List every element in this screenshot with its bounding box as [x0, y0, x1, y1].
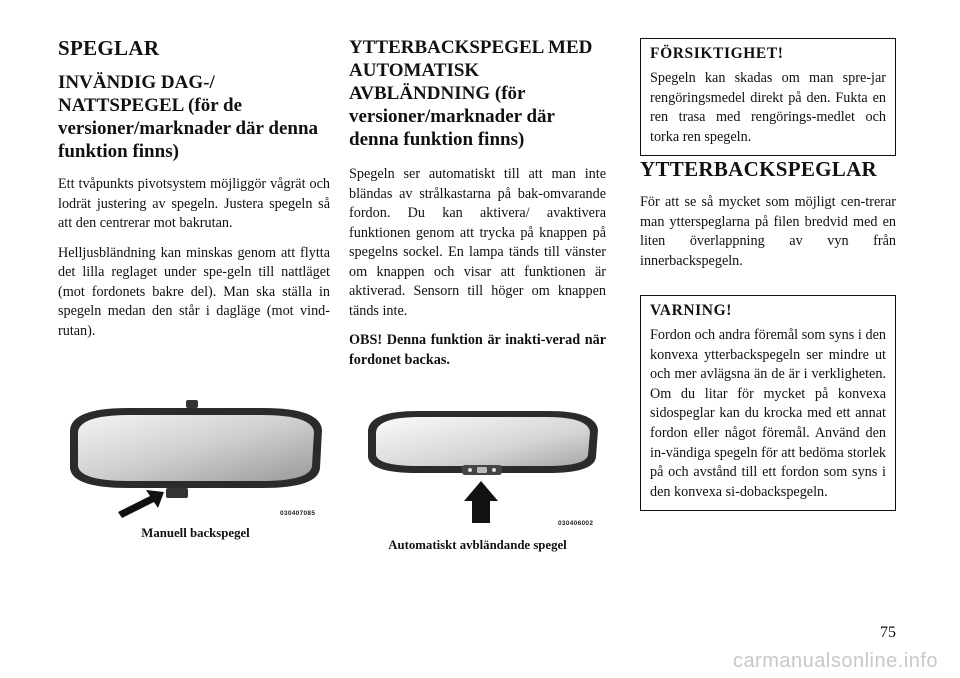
inside-mirror-para-2: Helljusbländning kan minskas genom att flytta det lilla reglaget under spe-geln till nattläget (mot fordonets bakre del). Man ska ställa in spegeln medan den står i dagläge (mot vind-rutan).	[58, 244, 330, 339]
outside-mirrors-heading: YTTERBACKSPEGLAR	[640, 157, 878, 181]
watermark: carmanualsonline.info	[732, 650, 938, 672]
section-title: SPEGLAR	[58, 36, 160, 60]
auto-mirror-figure	[358, 405, 608, 530]
warning-box	[640, 295, 896, 511]
inside-mirror-heading: INVÄNDIG DAG-/ NATTSPEGEL (för de versioner/marknader där denna funktion finns)	[58, 72, 319, 162]
auto-mirror-heading: YTTERBACKSPEGEL MED AUTOMATISK AVBLÄNDNING (för versioner/marknader där denna funktion finns)	[349, 37, 593, 150]
auto-mirror-caption: Automatiskt avbländande spegel	[388, 538, 567, 552]
inside-mirror-para-1: Ett tvåpunkts pivotsystem möjliggör vågrät och lodrät justering av spegeln. Justera spegeln så att den centrerar mot bakrutan.	[58, 176, 330, 231]
warning-title: VARNING!	[650, 302, 733, 319]
manual-mirror-figure	[58, 400, 333, 520]
manual-mirror-illustration	[58, 400, 333, 520]
manual-mirror-caption: Manuell backspegel	[141, 526, 250, 540]
column-middle	[349, 30, 606, 370]
caution-text: Spegeln kan skadas om man spre-jar rengöringsmedel direkt på den. Fukta en ren trasa med rengörings-medlet och torka ren spegeln.	[650, 70, 886, 145]
auto-mirror-note: OBS! Denna funktion är inakti-verad när fordonet backas.	[349, 332, 606, 368]
page-number: 75	[880, 624, 896, 641]
manual-mirror-code: 030407085	[280, 510, 316, 517]
caution-box	[640, 38, 896, 156]
column-left	[58, 30, 330, 351]
outside-mirrors-para: För att se så mycket som möjligt cen-trerar man ytterspeglarna på filen bredvid med en liten överlappning av vyn från innerbackspegeln.	[640, 194, 896, 269]
caution-title: FÖRSIKTIGHET!	[650, 45, 784, 62]
auto-mirror-para: Spegeln ser automatiskt till att man inte bländas av strålkastarna på bak-omvarande fordon. Du kan aktivera/ avaktivera funktionen genom att trycka på knappen på spegelns sockel. En lampa tänds till vänster om knappen och visar att funktionen är aktiverad. Sensorn till höger om knappen tänds inte.	[349, 166, 606, 319]
auto-mirror-code: 030406002	[558, 520, 594, 527]
warning-text: Fordon och andra föremål som syns i den konvexa ytterbackspegeln ser mindre ut och mer avlägsna än de är i verkligheten. Om du litar för mycket på konvexa sidospeglar kan du krocka med ett annat fordon eller något föremål. Använd den in-vändiga spegeln för att bedöma storlek på och avstånd till ett fordon som syns i den konvexa si-dobackspegeln.	[650, 327, 886, 500]
auto-mirror-illustration	[358, 405, 608, 530]
